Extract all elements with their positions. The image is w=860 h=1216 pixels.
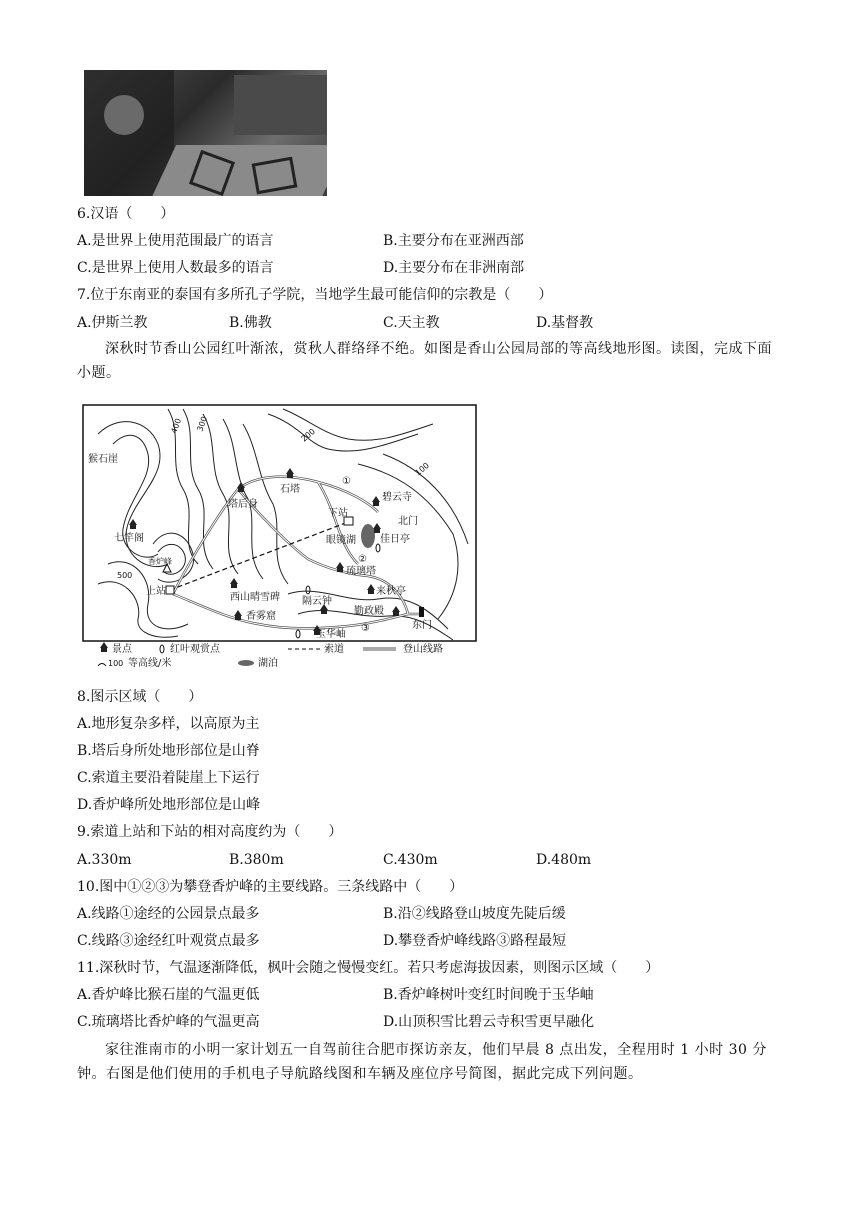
q8-option-d: D.香炉峰所处地形部位是山峰: [77, 797, 261, 813]
q7-option-b: B.佛教: [229, 315, 272, 331]
route-number-2: ②: [358, 554, 367, 565]
q11-option-b: B.香炉峰树叶变红时间晚于玉华岫: [383, 987, 594, 1003]
intro-paragraph-2: 家往淮南市的小明一家计划五一自驾前往合肥市探访亲友，他们早晨 8 点出发，全程用时 1 小时 30 分钟。右图是他们使用的手机电子导航路线图和车辆及座位序号简图，据此完成下列问题。: [77, 1042, 767, 1082]
q8-option-c: C.索道主要沿着陡崖上下运行: [77, 770, 260, 786]
contour-label-100: 100: [413, 460, 431, 478]
label-xianglufeng: 香炉峰: [148, 557, 172, 566]
label-biyunsi: 碧云寺: [382, 492, 412, 503]
q10-option-c: C.线路③途经红叶观赏点最多: [77, 933, 260, 949]
route-number-1: ①: [342, 476, 351, 487]
legend-redleaf: 红叶观赏点: [170, 644, 220, 655]
label-dongmen: 东门: [412, 620, 432, 631]
label-yuhuaxiu: 玉华岫: [316, 629, 346, 640]
q9-option-b: B.380m: [229, 852, 284, 868]
q10-option-d: D.攀登香炉峰线路③路程最短: [383, 933, 567, 949]
contour-label-500: 500: [117, 571, 133, 580]
intro-paragraph-1: 深秋时节香山公园红叶渐浓，赏秋人群络绎不绝。如图是香山公园局部的等高线地形图。读图，完成下面小题。: [77, 341, 772, 381]
contour-label-400: 400: [169, 417, 184, 435]
contour-label-200: 200: [299, 426, 317, 444]
route-number-3: ③: [361, 623, 370, 634]
legend-contour-value: 100: [108, 659, 124, 668]
q9-stem: 9.索道上站和下站的相对高度约为（ ）: [77, 824, 343, 840]
q7-stem: 7.位于东南亚的泰国有多所孔子学院，当地学生最可能信仰的宗教是（ ）: [77, 287, 553, 303]
q11-option-c: C.琉璃塔比香炉峰的气温更高: [77, 1014, 260, 1030]
label-xiazhan: 下站: [328, 508, 348, 519]
label-yanjinghu: 眼镜湖: [326, 535, 356, 546]
label-shangzhan: 上站: [146, 586, 166, 597]
q11-option-d: D.山顶积雪比碧云寺积雪更早融化: [383, 1014, 595, 1030]
q7-option-a: A.伊斯兰教: [77, 315, 148, 331]
label-housiya: 猴石崖: [88, 454, 118, 465]
contour-map: [58, 404, 478, 668]
label-qiyangtai: 七竿阁: [114, 533, 144, 544]
q11-option-a: A.香炉峰比猴石崖的气温更低: [77, 987, 260, 1003]
legend-contour: 等高线/米: [128, 658, 172, 668]
q7-option-d: D.基督教: [536, 315, 594, 331]
label-guiritin: 佳日亭: [380, 534, 410, 545]
q6-option-c: C.是世界上使用人数最多的语言: [77, 260, 274, 276]
label-shita: 石塔: [280, 484, 300, 495]
label-beimen: 北门: [398, 516, 418, 527]
q9-option-c: C.430m: [383, 852, 438, 868]
label-tahoushen: 塔后身: [228, 499, 258, 510]
label-liulita: 琉璃塔: [346, 566, 376, 577]
legend-cableway: 索道: [324, 644, 344, 655]
q10-stem: 10.图中①②③为攀登香炉峰的主要线路。三条线路中（ ）: [77, 879, 464, 895]
q6-option-d: D.主要分布在非洲南部: [383, 260, 525, 276]
label-qinzheng: 勤政殿: [354, 606, 384, 617]
q8-option-a: A.地形复杂多样，以高原为主: [77, 716, 260, 732]
label-laiqiu: 来秋亭: [376, 586, 406, 597]
q11-stem: 11.深秋时节，气温逐渐降低，枫叶会随之慢慢变红。若只考虑海拔因素，则图示区域（ ）: [77, 960, 660, 976]
q6-stem: 6.汉语（ ）: [77, 206, 175, 222]
label-xiangwu: 香雾窟: [246, 611, 276, 622]
q10-option-a: A.线路①途经的公园景点最多: [77, 906, 260, 922]
label-xishan: 西山晴雪碑: [230, 592, 280, 603]
legend-lake: 湖泊: [258, 658, 278, 668]
q9-option-d: D.480m: [536, 852, 592, 868]
q7-option-c: C.天主教: [383, 315, 440, 331]
q8-stem: 8.图示区域（ ）: [77, 689, 203, 705]
legend-scenic: 景点: [112, 644, 132, 655]
contour-label-300: 300: [195, 415, 210, 433]
classroom-photo: [84, 70, 327, 196]
q8-option-b: B.塔后身所处地形部位是山脊: [77, 743, 260, 759]
q9-option-a: A.330m: [77, 852, 132, 868]
q6-option-a: A.是世界上使用范围最广的语言: [77, 233, 274, 249]
label-geyunzhong: 隔云钟: [302, 596, 332, 607]
q10-option-b: B.沿②线路登山坡度先陡后缓: [383, 906, 566, 922]
q6-option-b: B.主要分布在亚洲西部: [383, 233, 524, 249]
map-legend: [98, 642, 443, 668]
legend-hiking: 登山线路: [403, 644, 443, 655]
